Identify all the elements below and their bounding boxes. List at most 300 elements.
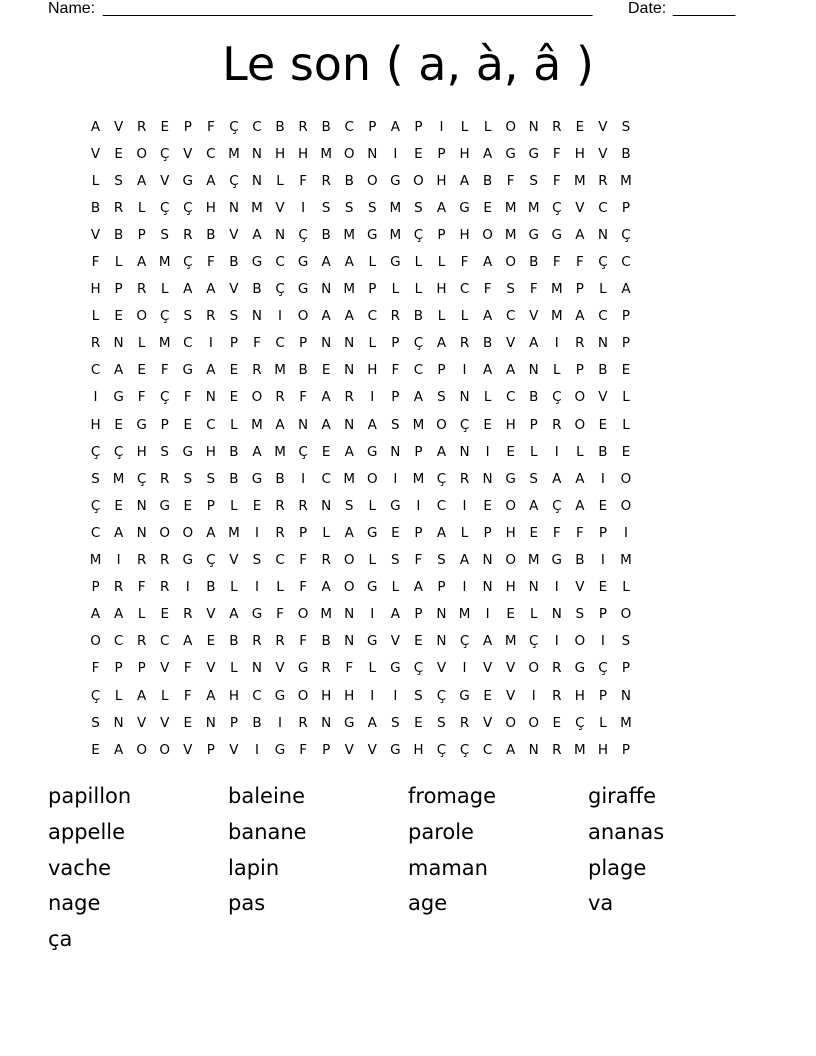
- grid-letter[interactable]: R: [183, 606, 193, 623]
- grid-letter[interactable]: P: [598, 606, 607, 623]
- grid-letter[interactable]: L: [553, 362, 561, 379]
- grid-letter[interactable]: L: [368, 335, 377, 352]
- grid-letter[interactable]: O: [505, 118, 516, 135]
- grid-letter[interactable]: L: [599, 714, 607, 731]
- grid-letter[interactable]: F: [137, 579, 146, 596]
- grid-letter[interactable]: O: [574, 416, 586, 433]
- grid-letter[interactable]: M: [527, 199, 540, 216]
- grid-letter[interactable]: R: [552, 416, 562, 433]
- grid-letter[interactable]: A: [206, 281, 216, 298]
- grid-letter[interactable]: F: [552, 172, 561, 189]
- grid-letter[interactable]: R: [113, 579, 124, 596]
- grid-letter[interactable]: C: [413, 362, 424, 379]
- grid-letter[interactable]: N: [344, 362, 355, 379]
- grid-letter[interactable]: L: [160, 281, 169, 298]
- grid-letter[interactable]: L: [114, 254, 123, 271]
- grid-letter[interactable]: Ç: [206, 552, 216, 569]
- grid-letter[interactable]: A: [506, 741, 516, 758]
- grid-letter[interactable]: V: [183, 145, 193, 162]
- grid-letter[interactable]: Ç: [552, 497, 562, 514]
- grid-letter[interactable]: N: [436, 633, 447, 650]
- grid-letter[interactable]: V: [482, 714, 493, 731]
- grid-letter[interactable]: L: [137, 199, 146, 216]
- grid-letter[interactable]: R: [390, 308, 401, 325]
- grid-letter[interactable]: A: [137, 172, 147, 189]
- grid-letter[interactable]: O: [159, 524, 171, 541]
- grid-letter[interactable]: R: [160, 470, 170, 487]
- grid-letter[interactable]: E: [91, 741, 100, 758]
- grid-letter[interactable]: N: [228, 199, 239, 216]
- grid-letter[interactable]: H: [459, 226, 470, 243]
- grid-letter[interactable]: Ç: [598, 254, 608, 271]
- grid-letter[interactable]: V: [367, 741, 377, 758]
- grid-letter[interactable]: Ç: [621, 226, 631, 243]
- grid-letter[interactable]: O: [136, 308, 147, 325]
- grid-letter[interactable]: I: [554, 443, 559, 460]
- grid-letter[interactable]: G: [505, 470, 516, 487]
- grid-letter[interactable]: L: [137, 335, 146, 352]
- grid-letter[interactable]: A: [459, 552, 470, 569]
- grid-letter[interactable]: B: [529, 389, 539, 406]
- grid-letter[interactable]: B: [229, 443, 239, 460]
- grid-letter[interactable]: B: [482, 335, 493, 352]
- grid-letter[interactable]: P: [114, 660, 123, 677]
- grid-letter[interactable]: O: [505, 714, 516, 731]
- grid-letter[interactable]: I: [462, 660, 467, 677]
- grid-letter[interactable]: S: [91, 714, 100, 731]
- grid-letter[interactable]: I: [623, 524, 628, 541]
- grid-letter[interactable]: N: [274, 226, 286, 243]
- grid-letter[interactable]: G: [297, 660, 309, 677]
- grid-letter[interactable]: Ç: [552, 389, 562, 406]
- grid-letter[interactable]: A: [529, 335, 539, 352]
- grid-letter[interactable]: E: [575, 118, 585, 135]
- grid-letter[interactable]: A: [413, 389, 424, 406]
- grid-letter[interactable]: H: [459, 145, 470, 162]
- grid-letter[interactable]: P: [414, 118, 423, 135]
- grid-letter[interactable]: E: [252, 497, 262, 514]
- grid-letter[interactable]: R: [113, 199, 124, 216]
- grid-letter[interactable]: G: [297, 281, 309, 298]
- grid-letter[interactable]: L: [460, 308, 469, 325]
- grid-letter[interactable]: F: [299, 579, 307, 596]
- grid-letter[interactable]: A: [482, 308, 493, 325]
- grid-letter[interactable]: P: [437, 579, 446, 596]
- grid-letter[interactable]: P: [137, 226, 146, 243]
- grid-letter[interactable]: V: [229, 281, 239, 298]
- grid-letter[interactable]: E: [414, 145, 423, 162]
- grid-letter[interactable]: A: [229, 606, 239, 623]
- grid-letter[interactable]: S: [414, 199, 423, 216]
- grid-letter[interactable]: I: [462, 362, 467, 379]
- grid-letter[interactable]: E: [229, 362, 239, 379]
- grid-letter[interactable]: N: [367, 145, 378, 162]
- grid-letter[interactable]: G: [251, 470, 263, 487]
- grid-letter[interactable]: I: [208, 335, 213, 352]
- grid-letter[interactable]: M: [504, 199, 517, 216]
- grid-letter[interactable]: I: [185, 579, 190, 596]
- grid-letter[interactable]: A: [575, 497, 585, 514]
- grid-letter[interactable]: M: [620, 552, 632, 569]
- grid-letter[interactable]: S: [321, 199, 331, 216]
- grid-letter[interactable]: I: [462, 497, 467, 514]
- grid-letter[interactable]: V: [482, 660, 493, 677]
- grid-letter[interactable]: B: [229, 633, 239, 650]
- grid-letter[interactable]: R: [275, 524, 285, 541]
- grid-letter[interactable]: P: [206, 741, 215, 758]
- grid-letter[interactable]: L: [437, 254, 446, 271]
- grid-letter[interactable]: G: [367, 443, 378, 460]
- grid-letter[interactable]: N: [597, 335, 608, 352]
- grid-letter[interactable]: S: [391, 552, 400, 569]
- grid-letter[interactable]: E: [183, 714, 193, 731]
- grid-letter[interactable]: F: [345, 660, 354, 677]
- grid-letter[interactable]: E: [598, 497, 608, 514]
- grid-letter[interactable]: R: [321, 552, 331, 569]
- grid-letter[interactable]: F: [460, 254, 469, 271]
- grid-letter[interactable]: N: [113, 714, 124, 731]
- grid-letter[interactable]: V: [90, 145, 101, 162]
- grid-letter[interactable]: P: [437, 145, 446, 162]
- grid-letter[interactable]: E: [114, 308, 123, 325]
- grid-letter[interactable]: E: [483, 687, 492, 704]
- grid-letter[interactable]: P: [621, 308, 631, 325]
- grid-letter[interactable]: N: [390, 443, 401, 460]
- grid-letter[interactable]: B: [90, 199, 101, 216]
- grid-letter[interactable]: P: [137, 660, 146, 677]
- grid-letter[interactable]: P: [414, 443, 423, 460]
- grid-letter[interactable]: A: [321, 389, 331, 406]
- grid-letter[interactable]: A: [459, 172, 470, 189]
- grid-letter[interactable]: L: [276, 579, 284, 596]
- grid-letter[interactable]: A: [436, 199, 447, 216]
- grid-letter[interactable]: R: [298, 118, 308, 135]
- grid-letter[interactable]: P: [414, 606, 423, 623]
- grid-letter[interactable]: S: [344, 497, 354, 514]
- grid-letter[interactable]: F: [529, 281, 538, 298]
- grid-letter[interactable]: S: [414, 687, 423, 704]
- grid-letter[interactable]: A: [321, 416, 331, 433]
- grid-letter[interactable]: H: [228, 687, 239, 704]
- grid-letter[interactable]: M: [158, 335, 171, 352]
- grid-letter[interactable]: P: [183, 118, 192, 135]
- grid-letter[interactable]: S: [391, 714, 400, 731]
- grid-letter[interactable]: L: [460, 118, 469, 135]
- grid-letter[interactable]: S: [229, 308, 239, 325]
- grid-letter[interactable]: B: [206, 226, 216, 243]
- grid-letter[interactable]: M: [389, 226, 402, 243]
- grid-letter[interactable]: S: [391, 416, 400, 433]
- grid-letter[interactable]: S: [91, 470, 100, 487]
- grid-letter[interactable]: L: [368, 254, 377, 271]
- grid-letter[interactable]: F: [299, 389, 307, 406]
- grid-letter[interactable]: E: [137, 362, 146, 379]
- grid-letter[interactable]: N: [528, 118, 539, 135]
- grid-letter[interactable]: R: [298, 497, 308, 514]
- grid-letter[interactable]: N: [551, 606, 562, 623]
- grid-letter[interactable]: Ç: [552, 199, 562, 216]
- grid-letter[interactable]: S: [183, 470, 193, 487]
- grid-letter[interactable]: M: [251, 416, 263, 433]
- grid-letter[interactable]: P: [575, 362, 584, 379]
- grid-letter[interactable]: H: [298, 145, 309, 162]
- grid-letter[interactable]: Ç: [459, 633, 470, 650]
- grid-letter[interactable]: I: [254, 741, 259, 758]
- grid-letter[interactable]: A: [113, 606, 124, 623]
- grid-letter[interactable]: V: [390, 633, 400, 650]
- grid-letter[interactable]: M: [228, 524, 240, 541]
- grid-letter[interactable]: H: [321, 687, 332, 704]
- grid-letter[interactable]: C: [598, 308, 608, 325]
- grid-letter[interactable]: B: [321, 226, 331, 243]
- grid-letter[interactable]: A: [390, 118, 400, 135]
- grid-letter[interactable]: S: [206, 470, 216, 487]
- grid-letter[interactable]: C: [367, 308, 377, 325]
- grid-letter[interactable]: L: [622, 389, 630, 406]
- grid-letter[interactable]: I: [554, 579, 559, 596]
- grid-letter[interactable]: B: [529, 254, 539, 271]
- grid-letter[interactable]: O: [182, 524, 194, 541]
- grid-letter[interactable]: F: [414, 552, 423, 569]
- grid-letter[interactable]: G: [297, 254, 309, 271]
- grid-letter[interactable]: G: [182, 362, 194, 379]
- grid-letter[interactable]: S: [529, 172, 538, 189]
- grid-letter[interactable]: Ç: [436, 470, 447, 487]
- grid-letter[interactable]: I: [301, 199, 306, 216]
- grid-letter[interactable]: V: [275, 660, 285, 677]
- grid-letter[interactable]: G: [574, 660, 586, 677]
- grid-letter[interactable]: S: [367, 199, 377, 216]
- grid-letter[interactable]: V: [160, 660, 170, 677]
- grid-letter[interactable]: G: [367, 226, 378, 243]
- grid-letter[interactable]: O: [297, 606, 309, 623]
- grid-letter[interactable]: G: [136, 416, 147, 433]
- grid-letter[interactable]: N: [136, 524, 147, 541]
- grid-letter[interactable]: A: [113, 524, 124, 541]
- grid-letter[interactable]: B: [229, 470, 239, 487]
- grid-letter[interactable]: C: [321, 470, 331, 487]
- grid-letter[interactable]: N: [205, 714, 216, 731]
- grid-letter[interactable]: B: [229, 254, 239, 271]
- grid-letter[interactable]: S: [621, 118, 631, 135]
- grid-letter[interactable]: M: [504, 633, 517, 650]
- grid-letter[interactable]: R: [160, 579, 170, 596]
- grid-letter[interactable]: H: [436, 281, 447, 298]
- grid-letter[interactable]: A: [183, 633, 193, 650]
- grid-letter[interactable]: R: [136, 118, 147, 135]
- grid-letter[interactable]: I: [393, 687, 398, 704]
- grid-letter[interactable]: A: [482, 254, 493, 271]
- grid-letter[interactable]: L: [391, 579, 400, 596]
- grid-letter[interactable]: E: [321, 362, 331, 379]
- grid-letter[interactable]: N: [251, 172, 263, 189]
- grid-letter[interactable]: C: [160, 633, 170, 650]
- grid-letter[interactable]: R: [136, 552, 147, 569]
- grid-letter[interactable]: I: [600, 552, 605, 569]
- grid-letter[interactable]: O: [366, 172, 378, 189]
- grid-letter[interactable]: I: [600, 470, 605, 487]
- grid-letter[interactable]: E: [598, 579, 608, 596]
- grid-letter[interactable]: P: [229, 335, 238, 352]
- grid-letter[interactable]: N: [482, 470, 493, 487]
- grid-letter[interactable]: R: [206, 308, 216, 325]
- grid-letter[interactable]: P: [391, 335, 400, 352]
- grid-letter[interactable]: L: [368, 660, 377, 677]
- grid-letter[interactable]: A: [206, 524, 216, 541]
- grid-letter[interactable]: S: [160, 226, 169, 243]
- grid-letter[interactable]: E: [321, 443, 331, 460]
- grid-letter[interactable]: H: [505, 579, 516, 596]
- grid-letter[interactable]: G: [182, 552, 194, 569]
- grid-letter[interactable]: F: [91, 254, 100, 271]
- grid-letter[interactable]: V: [598, 145, 608, 162]
- grid-letter[interactable]: I: [278, 308, 283, 325]
- grid-letter[interactable]: M: [574, 741, 586, 758]
- grid-letter[interactable]: F: [137, 389, 146, 406]
- grid-letter[interactable]: I: [254, 524, 259, 541]
- grid-letter[interactable]: A: [321, 254, 331, 271]
- grid-letter[interactable]: R: [136, 281, 147, 298]
- grid-letter[interactable]: R: [552, 118, 562, 135]
- grid-letter[interactable]: E: [529, 524, 538, 541]
- grid-letter[interactable]: I: [278, 714, 283, 731]
- grid-letter[interactable]: H: [136, 443, 147, 460]
- grid-letter[interactable]: L: [483, 389, 492, 406]
- grid-letter[interactable]: F: [552, 254, 561, 271]
- grid-letter[interactable]: A: [482, 633, 493, 650]
- grid-letter[interactable]: V: [275, 199, 285, 216]
- grid-letter[interactable]: E: [206, 633, 216, 650]
- grid-letter[interactable]: L: [576, 443, 584, 460]
- grid-letter[interactable]: S: [506, 281, 515, 298]
- grid-letter[interactable]: B: [113, 226, 124, 243]
- grid-letter[interactable]: I: [462, 579, 467, 596]
- grid-letter[interactable]: E: [598, 416, 608, 433]
- grid-letter[interactable]: N: [321, 714, 332, 731]
- grid-letter[interactable]: M: [320, 145, 332, 162]
- grid-letter[interactable]: A: [506, 362, 516, 379]
- grid-letter[interactable]: M: [527, 552, 540, 569]
- grid-letter[interactable]: L: [483, 118, 492, 135]
- grid-letter[interactable]: I: [370, 606, 375, 623]
- grid-letter[interactable]: R: [275, 497, 285, 514]
- grid-letter[interactable]: R: [136, 633, 147, 650]
- grid-letter[interactable]: Ç: [298, 226, 308, 243]
- grid-letter[interactable]: B: [321, 633, 331, 650]
- grid-letter[interactable]: A: [344, 524, 354, 541]
- grid-letter[interactable]: G: [459, 687, 470, 704]
- grid-letter[interactable]: M: [412, 470, 425, 487]
- grid-letter[interactable]: A: [183, 281, 193, 298]
- grid-letter[interactable]: E: [414, 633, 423, 650]
- grid-letter[interactable]: G: [390, 172, 401, 189]
- grid-letter[interactable]: V: [113, 118, 124, 135]
- grid-letter[interactable]: L: [460, 524, 469, 541]
- grid-letter[interactable]: H: [274, 145, 286, 162]
- grid-letter[interactable]: G: [505, 145, 516, 162]
- grid-letter[interactable]: Ç: [160, 199, 170, 216]
- grid-letter[interactable]: B: [598, 362, 608, 379]
- grid-letter[interactable]: I: [554, 633, 559, 650]
- grid-letter[interactable]: L: [91, 172, 100, 189]
- grid-letter[interactable]: G: [390, 254, 401, 271]
- grid-letter[interactable]: C: [459, 281, 470, 298]
- grid-letter[interactable]: H: [367, 362, 378, 379]
- grid-letter[interactable]: I: [531, 687, 536, 704]
- grid-letter[interactable]: P: [414, 524, 423, 541]
- grid-letter[interactable]: S: [252, 552, 262, 569]
- grid-letter[interactable]: M: [158, 254, 171, 271]
- grid-letter[interactable]: L: [599, 281, 607, 298]
- grid-letter[interactable]: N: [321, 335, 332, 352]
- grid-letter[interactable]: S: [114, 172, 123, 189]
- grid-letter[interactable]: R: [552, 741, 562, 758]
- grid-letter[interactable]: N: [251, 145, 263, 162]
- grid-letter[interactable]: R: [598, 172, 608, 189]
- grid-letter[interactable]: A: [321, 579, 331, 596]
- grid-letter[interactable]: N: [482, 552, 493, 569]
- grid-letter[interactable]: F: [391, 362, 400, 379]
- grid-letter[interactable]: C: [275, 335, 285, 352]
- grid-letter[interactable]: V: [206, 606, 216, 623]
- grid-letter[interactable]: V: [506, 660, 516, 677]
- grid-letter[interactable]: N: [205, 389, 216, 406]
- grid-letter[interactable]: R: [552, 687, 562, 704]
- grid-letter[interactable]: A: [390, 606, 400, 623]
- grid-letter[interactable]: N: [528, 362, 539, 379]
- grid-letter[interactable]: G: [390, 741, 401, 758]
- grid-letter[interactable]: R: [252, 633, 262, 650]
- grid-letter[interactable]: L: [368, 497, 377, 514]
- grid-letter[interactable]: E: [621, 443, 631, 460]
- grid-letter[interactable]: I: [439, 118, 444, 135]
- grid-letter[interactable]: Ç: [598, 660, 608, 677]
- grid-letter[interactable]: L: [276, 172, 284, 189]
- grid-letter[interactable]: A: [90, 118, 101, 135]
- grid-letter[interactable]: V: [229, 741, 239, 758]
- grid-letter[interactable]: V: [229, 552, 239, 569]
- grid-letter[interactable]: A: [206, 687, 216, 704]
- grid-letter[interactable]: P: [160, 416, 169, 433]
- grid-letter[interactable]: P: [299, 335, 308, 352]
- grid-letter[interactable]: N: [459, 443, 470, 460]
- grid-letter[interactable]: A: [113, 362, 124, 379]
- grid-letter[interactable]: B: [252, 281, 262, 298]
- grid-letter[interactable]: F: [299, 633, 307, 650]
- grid-letter[interactable]: C: [598, 199, 608, 216]
- grid-letter[interactable]: R: [321, 660, 331, 677]
- grid-letter[interactable]: I: [254, 579, 259, 596]
- grid-letter[interactable]: Ç: [160, 308, 170, 325]
- grid-letter[interactable]: O: [505, 497, 516, 514]
- grid-letter[interactable]: R: [275, 633, 285, 650]
- grid-letter[interactable]: C: [436, 497, 447, 514]
- grid-letter[interactable]: L: [391, 281, 400, 298]
- grid-letter[interactable]: P: [529, 416, 538, 433]
- grid-letter[interactable]: A: [436, 443, 447, 460]
- grid-letter[interactable]: L: [230, 579, 238, 596]
- grid-letter[interactable]: P: [598, 524, 607, 541]
- grid-letter[interactable]: P: [229, 714, 238, 731]
- grid-letter[interactable]: E: [414, 714, 423, 731]
- grid-letter[interactable]: P: [299, 524, 308, 541]
- grid-letter[interactable]: P: [621, 741, 631, 758]
- grid-letter[interactable]: B: [298, 362, 308, 379]
- grid-letter[interactable]: P: [575, 281, 584, 298]
- grid-letter[interactable]: E: [506, 443, 515, 460]
- grid-letter[interactable]: F: [506, 172, 515, 189]
- grid-letter[interactable]: A: [413, 579, 424, 596]
